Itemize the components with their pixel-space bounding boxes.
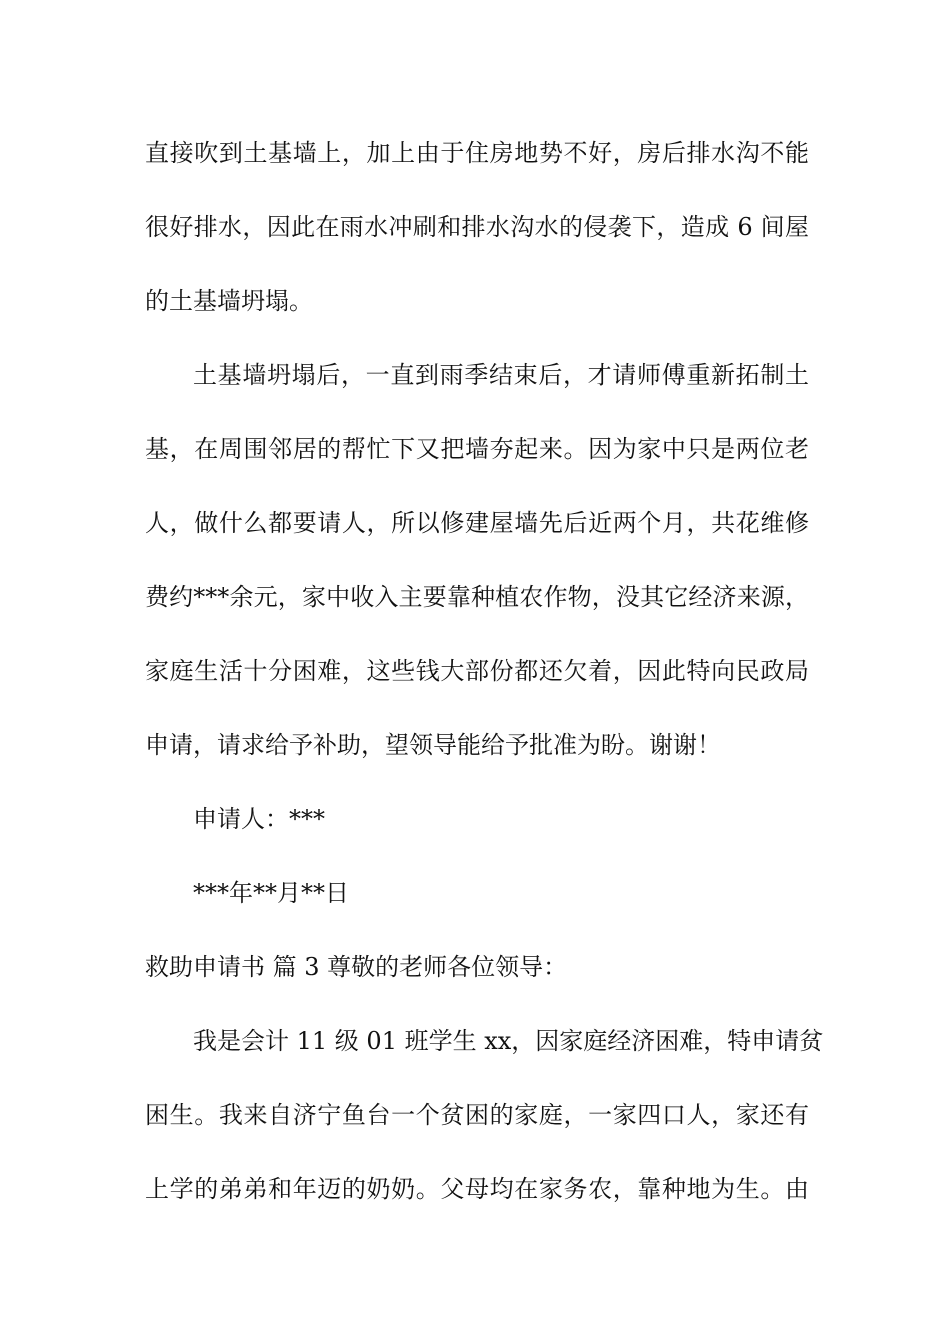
text-line: 很好排水，因此在雨水冲刷和排水沟水的侵袭下，造成 6 间屋 — [145, 213, 809, 241]
text-line: 人，做什么都要请人，所以修建屋墙先后近两个月，共花维修 — [145, 509, 809, 537]
application-date: ***年**月**日 — [193, 879, 349, 907]
text-line: 困生。我来自济宁鱼台一个贫困的家庭，一家四口人，家还有 — [145, 1101, 809, 1129]
text-line: 费约***余元，家中收入主要靠种植农作物，没其它经济来源， — [145, 583, 809, 611]
text-line: 上学的弟弟和年迈的奶奶。父母均在家务农，靠种地为生。由 — [145, 1175, 809, 1203]
paragraph-start-line: 我是会计 11 级 01 班学生 xx，因家庭经济困难，特申请贫 — [193, 1027, 824, 1055]
document-body — [145, 130, 824, 1240]
text-line: 基，在周围邻居的帮忙下又把墙夯起来。因为家中只是两位老 — [145, 435, 809, 463]
text-line: 申请，请求给予补助，望领导能给予批准为盼。谢谢！ — [145, 731, 721, 759]
paragraph-start-line: 土基墙坍塌后，一直到雨季结束后，才请师傅重新拓制土 — [193, 361, 809, 389]
text-line: 的土基墙坍塌。 — [145, 287, 313, 315]
applicant-signature: 申请人：*** — [193, 805, 325, 833]
text-line: 直接吹到土基墙上，加上由于住房地势不好，房后排水沟不能 — [145, 139, 809, 167]
text-line: 家庭生活十分困难，这些钱大部份都还欠着，因此特向民政局 — [145, 657, 809, 685]
section-heading: 救助申请书 篇 3 尊敬的老师各位领导： — [145, 953, 568, 981]
